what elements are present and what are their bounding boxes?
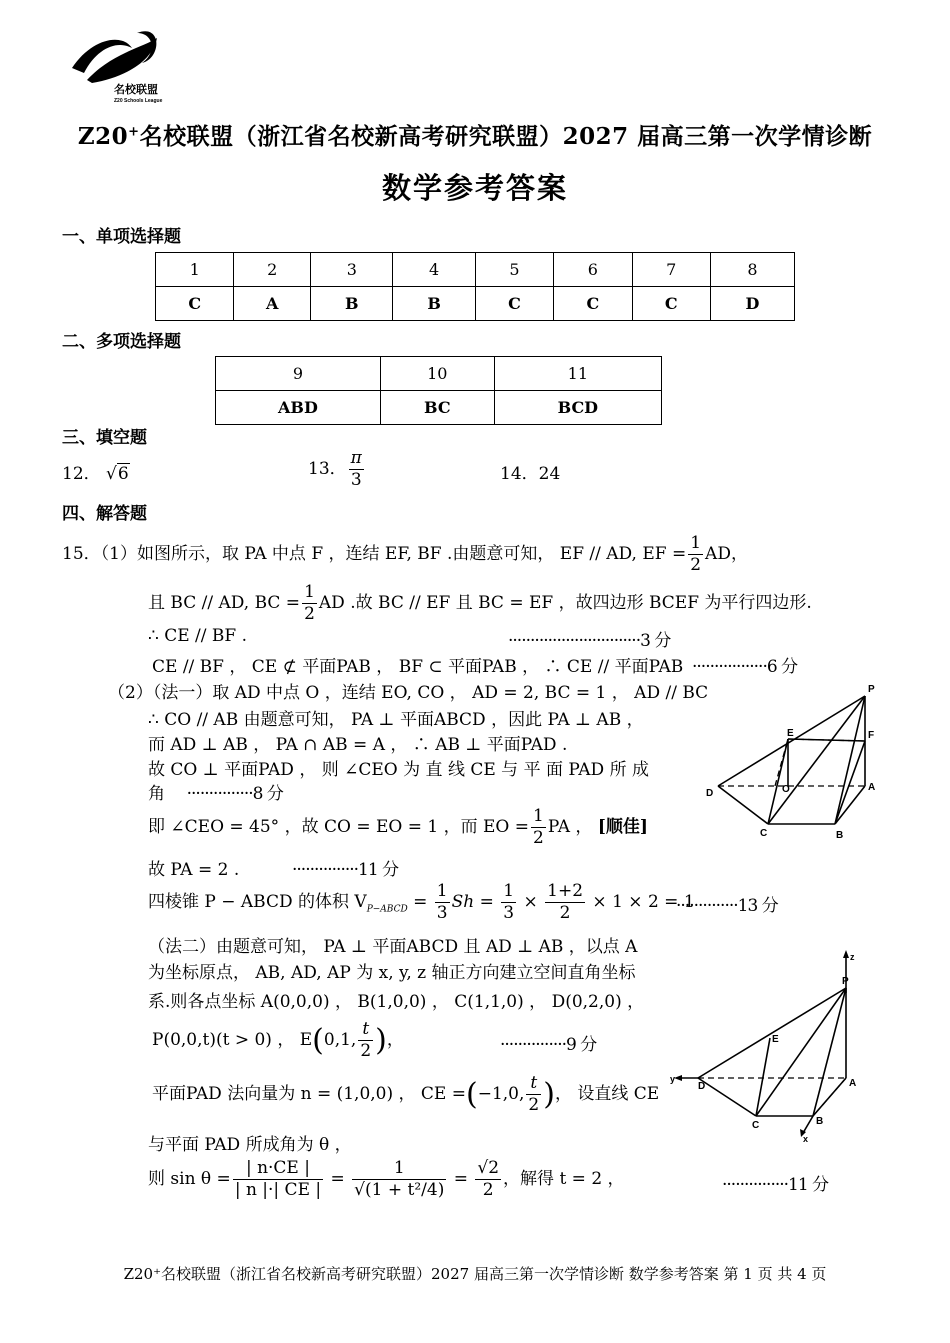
table-cell: 1 <box>156 253 234 287</box>
table-cell: B <box>393 287 475 321</box>
figure-label: P <box>868 684 875 695</box>
figure-pyramid-1 <box>700 676 890 846</box>
table-cell: C <box>156 287 234 321</box>
figure-label: B <box>836 830 844 841</box>
table-cell: 3 <box>311 253 393 287</box>
figure-pyramid-2 <box>668 948 878 1148</box>
table-cell: 11 <box>494 357 661 391</box>
logo <box>62 18 202 108</box>
table-cell: 9 <box>216 357 381 391</box>
q15-line-2: 且 BC // AD, BC = $\frac{1}{2}$ AD .故 BC // EF 且 BC = EF ，故四边形 BCEF 为平行四边形. <box>148 582 812 624</box>
page-footer: Z20⁺名校联盟（浙江省名校新高考研究联盟）2027 届高三第一次学情诊断 数学参考答案 第 1 页 共 4 页 <box>123 1265 827 1283</box>
table-cell: A <box>234 287 311 321</box>
q15-line-12: 四棱锥 P − ABCD 的体积 $V_{P-ABCD}$ = $\frac{1}{3}$ Sh = $\frac{1}{3}$ × $\frac{1+2}{2}$ × 1 × 2 = 1 <box>148 881 695 923</box>
table-cell: 8 <box>710 253 794 287</box>
q15-line-3: ∴ CE // BF . <box>148 626 247 646</box>
q15-line-6: ∴ CO // AB 由题意可知， PA ⊥ 平面ABCD ，因此 PA ⊥ AB ， <box>148 710 644 730</box>
table-cell: 2 <box>234 253 311 287</box>
figure-label: E <box>772 1034 779 1045</box>
logo-text: 名校联盟 <box>114 84 158 96</box>
q15-line-15: 系.则各点坐标 A(0,0,0) ， B(1,0,0) ， C(1,1,0) ， D(0,2,0) ， <box>148 992 645 1012</box>
figure-label: x <box>803 1134 809 1144</box>
figure-label: y <box>670 1074 676 1084</box>
score-11-a: ···············11 分 <box>292 860 399 880</box>
q15-line-17: 平面PAD 法向量为 n = (1,0,0) ， CE =(−1,0, $\frac{t}{2}$ )， 设直线 CE <box>152 1073 660 1115</box>
figure-label: D <box>698 1081 706 1092</box>
q15-line-5: （2）（法一）取 AD 中点 O ，连结 EO, CO ， AD = 2, BC = 1 ， AD // BC <box>108 683 709 703</box>
single-choice-table <box>155 252 795 321</box>
q15-line-13: （法二）由题意可知， PA ⊥ 平面ABCD 且 AD ⊥ AB ，以点 A <box>148 937 638 957</box>
answer-q14: 14．24 <box>500 464 561 484</box>
table-cell: BCD <box>494 391 661 425</box>
table-cell: 10 <box>380 357 494 391</box>
figure-label: A <box>868 782 876 793</box>
answer-q13: 13． $\frac{\pi}{3}$ <box>308 448 362 490</box>
section-solutions: 四、解答题 <box>62 504 147 524</box>
q15-line-1: 15．（1）如图所示，取 PA 中点 F ，连结 EF, BF .由题意可知， EF // AD, EF = $\frac{1}{2}$ AD， <box>62 533 748 575</box>
figure-label: C <box>760 828 768 839</box>
table-cell: C <box>632 287 710 321</box>
figure-label: z <box>850 952 855 962</box>
score-3: ······························3 分 <box>508 631 671 651</box>
figure-label: D <box>706 788 714 799</box>
table-cell: 6 <box>554 253 632 287</box>
table-cell: 5 <box>475 253 553 287</box>
figure-label: F <box>868 730 875 741</box>
table-cell: 7 <box>632 253 710 287</box>
figure-label: P <box>842 976 849 987</box>
section-single-choice: 一、单项选择题 <box>62 227 181 247</box>
q15-line-19: 则 sin θ = $\frac{| n\cdot CE |}{| n |\cdot| CE |}$ = $\frac{1}{\text{√(1 + t²/4)}}$ = $\frac{√2}{2}$ ，解得 t = 2 ， <box>148 1158 625 1200</box>
table-cell: BC <box>380 391 494 425</box>
q15-line-14: 为坐标原点， AB, AD, AP 为 x, y, z 轴正方向建立空间直角坐标 <box>148 963 636 983</box>
q15-line-8: 故 CO ⊥ 平面PAD ， 则 ∠CEO 为 直 线 CE 与 平 面 PAD 所 成 <box>148 760 649 780</box>
q15-line-11: 故 PA = 2 . <box>148 860 240 880</box>
multi-choice-table <box>215 356 662 425</box>
page-subtitle: 数学参考答案 <box>381 171 568 205</box>
score-9: ···············9 分 <box>500 1035 597 1055</box>
figure-label: E <box>787 728 794 739</box>
q15-line-18: 与平面 PAD 所成角为 θ ， <box>148 1135 352 1155</box>
section-multi-choice: 二、多项选择题 <box>62 332 181 352</box>
score-13: ··············13 分 <box>676 896 778 916</box>
figure-label: B <box>816 1116 824 1127</box>
table-cell: C <box>554 287 632 321</box>
table-cell: C <box>475 287 553 321</box>
q15-line-7: 而 AD ⊥ AB ， PA ∩ AB = A ， ∴ AB ⊥ 平面PAD . <box>148 735 568 755</box>
q15-line-10: 即 ∠CEO = 45° ，故 CO = EO = 1 ，而 EO = $\frac{1}{2}$ PA ， [顺佳] <box>148 806 648 848</box>
q15-line-16: P(0,0,t)(t > 0) ， E(0,1, $\frac{t}{2}$ )， <box>152 1019 404 1061</box>
figure-label: O <box>782 784 790 795</box>
figure-label: C <box>752 1120 760 1131</box>
table-cell: B <box>311 287 393 321</box>
answer-q12: 12． √6 <box>62 464 129 484</box>
score-6: ·················6 分 <box>692 657 798 677</box>
q15-line-4: CE // BF ， CE ⊄ 平面PAB ， BF ⊂ 平面PAB ， ∴ CE // 平面PAB <box>152 657 684 677</box>
logo-swoosh-icon <box>62 18 202 108</box>
table-cell: D <box>710 287 794 321</box>
table-cell: 4 <box>393 253 475 287</box>
page-title: Z20+名校联盟（浙江省名校新高考研究联盟）2027 届高三第一次学情诊断 <box>77 123 873 150</box>
table-cell: ABD <box>216 391 381 425</box>
section-fill-blank: 三、填空题 <box>62 428 147 448</box>
svg-text:Z20 Schools League: Z20 Schools League <box>114 98 163 104</box>
q15-line-9: 角 ···············8 分 <box>148 784 283 804</box>
score-11-b: ···············11 分 <box>722 1175 829 1195</box>
figure-label: A <box>849 1078 857 1089</box>
